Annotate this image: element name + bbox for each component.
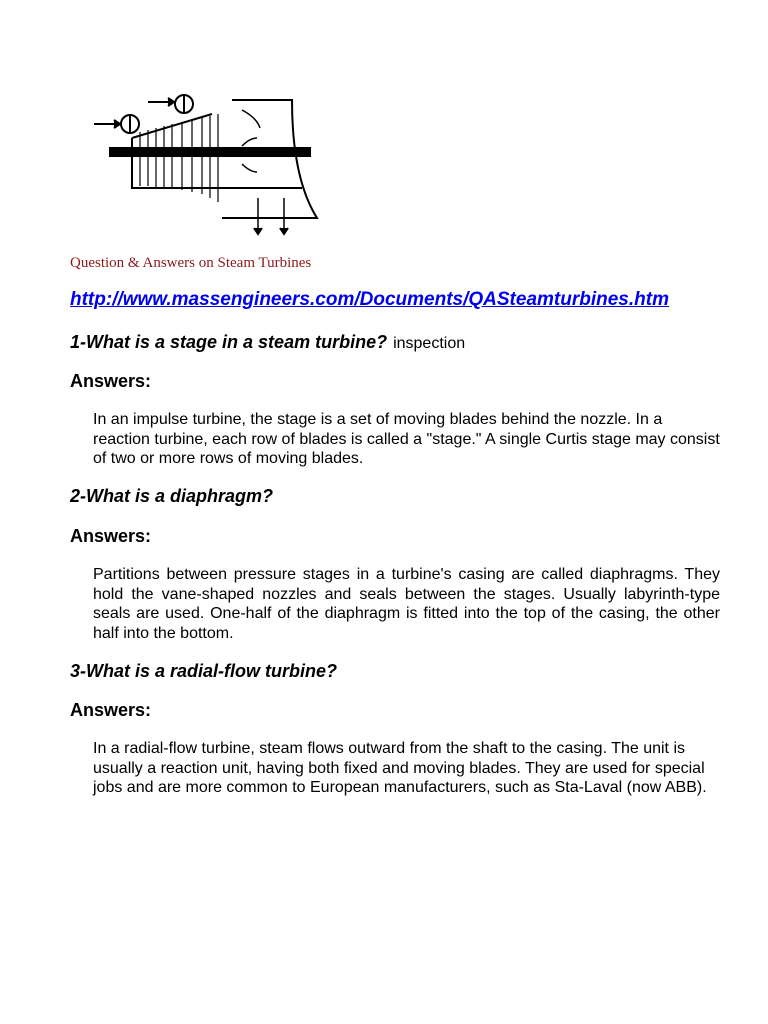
answers-label-3: Answers:	[70, 700, 152, 720]
answers-label-2: Answers:	[70, 526, 152, 546]
question-2	[70, 486, 273, 507]
question-3-text: 3-What is a radial-flow turbine?	[70, 661, 338, 681]
document-title: Question & Answers on Steam Turbines	[70, 255, 312, 271]
question-2-text: 2-What is a diaphragm?	[70, 486, 274, 506]
question-3	[70, 661, 337, 682]
answer-2: Partitions between pressure stages in a turbine's casing are called diaphragms. They hold the vane-shaped nozzles and seals between the stages. Usually labyrinth-type seals are used. One-half of the diaphragm is fitted into the top of the casing, the other half into the bottom.	[93, 566, 720, 642]
question-1	[70, 332, 465, 353]
steam-turbine-diagram	[92, 88, 324, 236]
question-1-text: 1-What is a stage in a steam turbine?	[70, 332, 388, 352]
answer-1: In an impulse turbine, the stage is a set of moving blades behind the nozzle. In a reaction turbine, each row of blades is called a "stage." A single Curtis stage may consist of two or more rows of moving blades.	[93, 411, 720, 467]
answers-label-1: Answers:	[70, 371, 152, 391]
answer-3: In a radial-flow turbine, steam flows outward from the shaft to the casing. The unit is usually a reaction unit, having both fixed and moving blades. They are used for special jobs and are more common to European manufacturers, such as Sta-Laval (now ABB).	[93, 740, 707, 796]
question-1-note: inspection	[393, 335, 466, 352]
source-link[interactable]: http://www.massengineers.com/Documents/QASteamturbines.htm	[70, 289, 669, 310]
